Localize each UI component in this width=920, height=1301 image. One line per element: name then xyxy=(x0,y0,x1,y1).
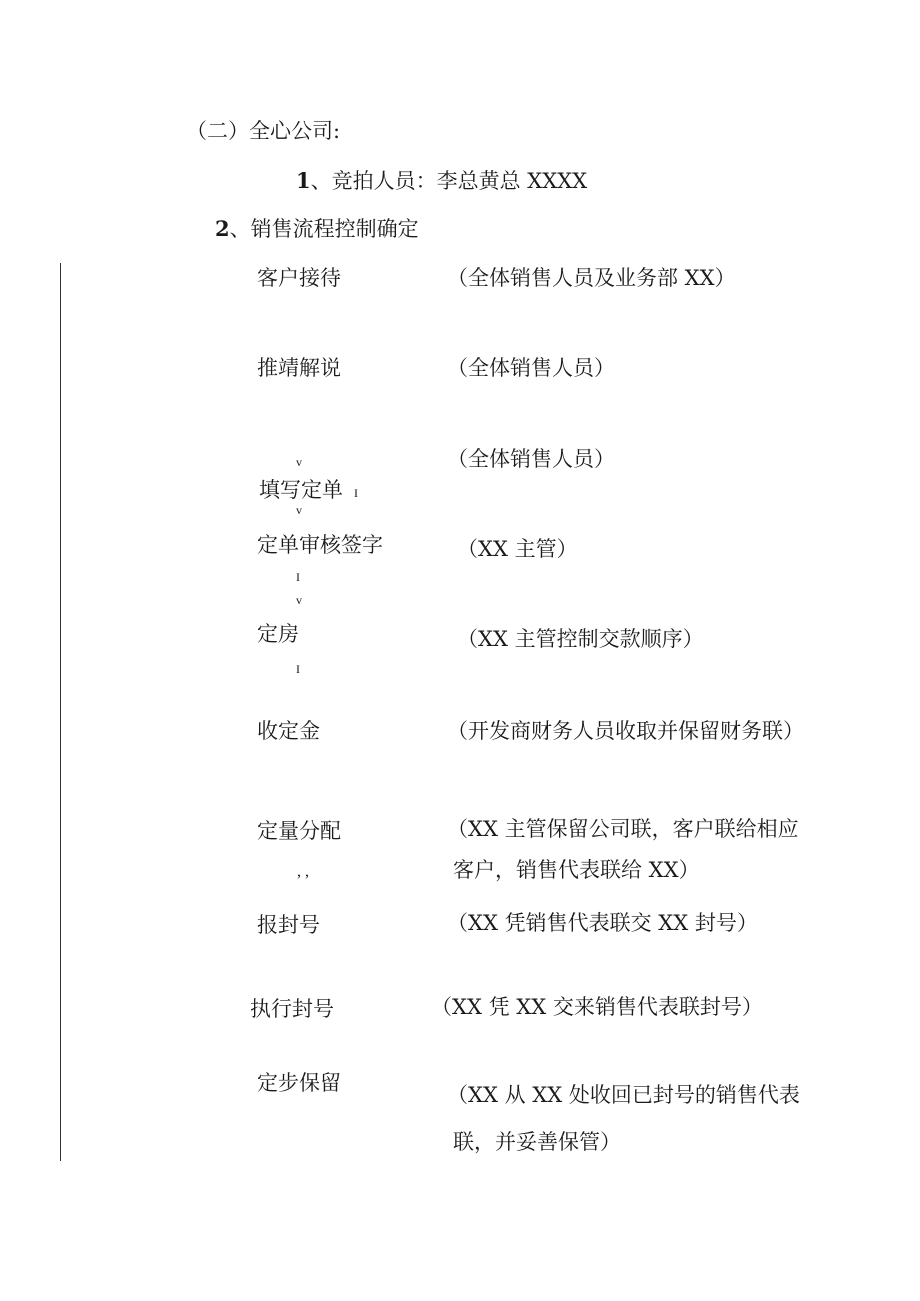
item-number: 1 xyxy=(296,168,311,193)
bar-mark: I xyxy=(296,570,300,584)
flow-desc-collect-deposit: （开发商财务人员收取并保留财务联） xyxy=(447,719,804,743)
flow-step-allocation: 定量分配 xyxy=(257,819,341,843)
flow-desc-reception: （全体销售人员及业务部 XX） xyxy=(447,266,736,290)
arrow-mark: v xyxy=(296,503,302,517)
flow-step-order-review: 定单审核签字 xyxy=(257,533,383,557)
flow-desc-retain-cont: 联，并妥善保管） xyxy=(453,1130,621,1154)
flow-step-explanation: 推靖解说 xyxy=(257,356,341,380)
flow-desc-execute-seal: （XX 凭 XX 交来销售代表联封号） xyxy=(431,995,763,1019)
bar-mark: I xyxy=(354,486,358,500)
flow-step-fill-order: 填写定单 xyxy=(259,478,343,502)
flow-desc-fill-order: （全体销售人员） xyxy=(447,447,615,471)
comma-mark: , , xyxy=(297,863,309,880)
flow-desc-explanation: （全体销售人员） xyxy=(447,356,615,380)
flow-step-collect-deposit: 收定金 xyxy=(257,719,320,743)
flow-step-retain: 定步保留 xyxy=(257,1071,341,1095)
arrow-mark: v xyxy=(296,593,302,607)
margin-line xyxy=(60,263,61,1161)
list-item-2 xyxy=(215,216,419,242)
flow-step-report-seal: 报封号 xyxy=(257,913,320,937)
arrow-mark: v xyxy=(296,455,302,469)
flow-desc-report-seal: （XX 凭销售代表联交 XX 封号） xyxy=(447,911,758,935)
flow-desc-reserve-unit: （XX 主管控制交款顺序） xyxy=(457,627,704,651)
item-text: 、销售流程控制确定 xyxy=(229,217,419,241)
flow-step-reception: 客户接待 xyxy=(257,266,341,290)
flow-desc-order-review: （XX 主管） xyxy=(457,537,578,561)
item-text: 、竞拍人员：李总黄总 XXXX xyxy=(310,169,588,193)
bar-mark: I xyxy=(296,662,300,676)
flow-desc-allocation-cont: 客户，销售代表联给 XX） xyxy=(453,858,700,882)
flow-desc-allocation: （XX 主管保留公司联，客户联给相应 xyxy=(447,817,799,841)
flow-step-execute-seal: 执行封号 xyxy=(250,997,334,1021)
item-number: 2 xyxy=(215,216,230,241)
flow-step-reserve-unit: 定房 xyxy=(257,622,299,646)
flow-desc-retain: （XX 从 XX 处收回已封号的销售代表 xyxy=(447,1083,800,1107)
list-item-1 xyxy=(296,168,587,194)
section-heading: （二）全心公司: xyxy=(186,119,341,143)
